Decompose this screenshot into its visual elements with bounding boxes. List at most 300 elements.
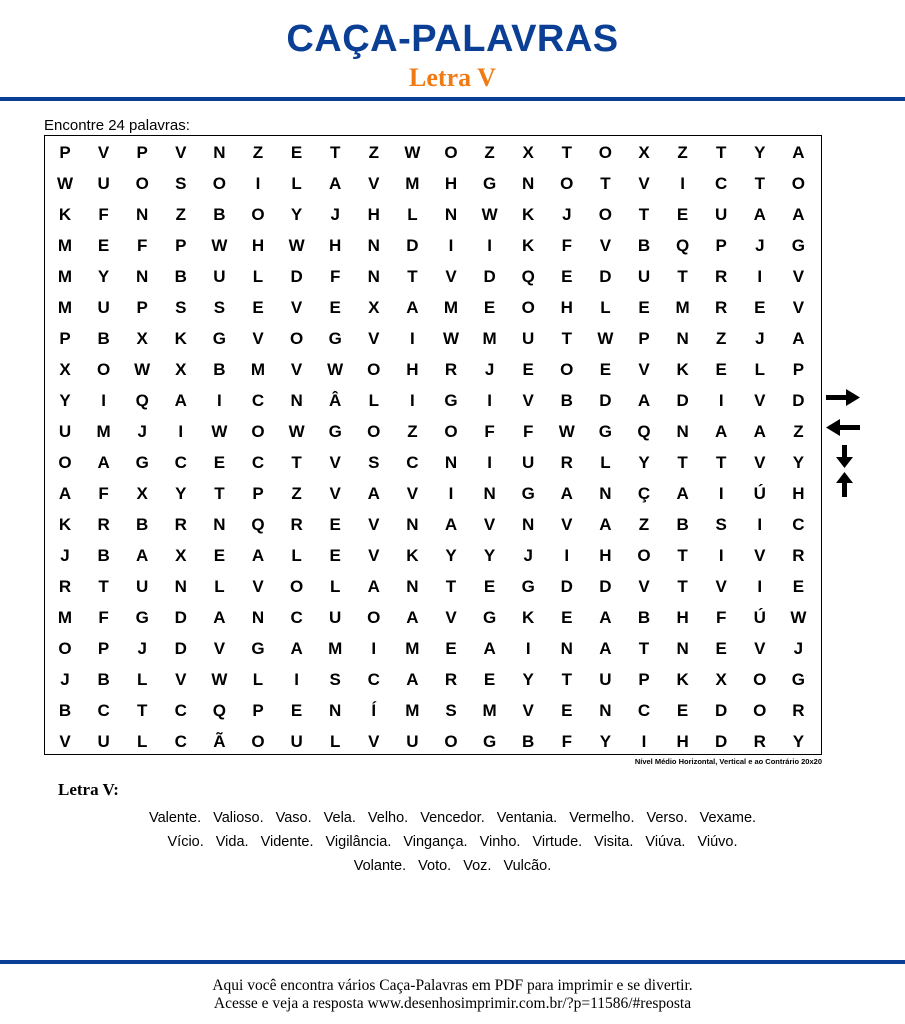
grid-letter: Z [175, 205, 186, 224]
grid-letter: V [638, 174, 650, 193]
grid-letter: U [329, 608, 342, 627]
grid-letter: W [442, 329, 460, 348]
grid-letter: A [483, 639, 496, 658]
grid-letter: V [290, 298, 303, 317]
grid-letter: V [445, 267, 457, 286]
grid-letter: P [792, 360, 805, 379]
grid-letter: V [368, 546, 380, 565]
grid-letter: E [715, 360, 727, 379]
word-item: Velho. [367, 810, 409, 826]
grid-letter: T [214, 484, 225, 503]
grid-letter: O [58, 453, 72, 472]
grid-letter: T [638, 639, 650, 658]
word-item: Vício. [167, 834, 204, 850]
word-item: Vermelho. [569, 810, 635, 826]
grid-letter: X [175, 546, 187, 565]
grid-letter: X [136, 329, 148, 348]
footer-line-1: Aqui você encontra vários Caça-Palavras em PDF para imprimir e se divertir. [212, 977, 693, 994]
grid-letter: I [487, 453, 492, 472]
grid-letter: N [136, 205, 149, 224]
word-item: Viúvo. [697, 834, 738, 850]
grid-letter: E [483, 298, 496, 317]
grid-letter: V [792, 267, 805, 286]
grid-letter: D [715, 732, 728, 751]
grid-letter: V [175, 143, 187, 162]
grid-letter: V [368, 515, 380, 534]
grid-letter: A [560, 484, 573, 503]
grid-letter: P [715, 236, 727, 255]
grid-letter: H [406, 360, 419, 379]
grid-letter: X [59, 360, 71, 379]
grid-letter: E [676, 701, 689, 720]
grid-letter: E [483, 577, 496, 596]
grid-letter: S [175, 174, 187, 193]
grid-letter: W [56, 174, 74, 193]
grid-letter: T [600, 174, 611, 193]
grid-letter: W [211, 236, 228, 255]
grid-letter: Z [252, 143, 264, 162]
grid-letter: K [676, 360, 689, 379]
grid-letter: V [290, 360, 303, 379]
grid-letter: B [560, 391, 573, 410]
grid-letter: L [600, 298, 611, 317]
grid-letter: A [792, 329, 805, 348]
grid-letter: K [676, 670, 689, 689]
word-list-title: Letra V: [58, 780, 119, 799]
grid-letter: W [597, 329, 614, 348]
grid-letter: O [560, 174, 574, 193]
grid-letter: K [174, 329, 187, 348]
grid-letter: T [561, 670, 572, 689]
grid-letter: W [288, 236, 305, 255]
grid-letter: Z [407, 422, 418, 441]
grid-letter: C [367, 670, 380, 689]
grid-letter: D [406, 236, 419, 255]
grid-letter: G [135, 608, 149, 627]
grid-letter: Q [212, 701, 226, 720]
grid-letter: T [98, 577, 109, 596]
grid-letter: U [58, 422, 72, 441]
grid-letter: N [367, 236, 380, 255]
grid-letter: N [251, 608, 265, 627]
grid-letter: J [755, 329, 765, 348]
grid-letter: V [561, 515, 573, 534]
arrow-down-icon [836, 445, 853, 468]
grid-letter: L [136, 732, 148, 751]
word-item: Vigilância. [325, 834, 392, 850]
word-item: Vinho. [479, 834, 521, 850]
grid-letter: I [410, 391, 415, 410]
grid-letter: C [406, 453, 419, 472]
grid-letter: E [290, 701, 303, 720]
grid-letter: P [252, 484, 264, 503]
grid-letter: O [598, 205, 612, 224]
puzzle-instruction: Encontre 24 palavras: [44, 117, 190, 134]
grid-letter: U [715, 205, 728, 224]
grid-letter: I [178, 422, 184, 441]
grid-letter: M [405, 639, 420, 658]
grid-letter: Â [329, 391, 342, 410]
grid-letter: O [58, 639, 72, 658]
top-divider [0, 97, 905, 101]
grid-letter: P [638, 329, 650, 348]
grid-letter: Ã [213, 732, 226, 751]
grid-letter: A [406, 298, 419, 317]
grid-letter: T [561, 329, 572, 348]
grid-letter: Y [638, 453, 650, 472]
grid-letter: J [137, 422, 147, 441]
grid-letter: X [715, 670, 727, 689]
word-item: Vaso. [275, 810, 312, 826]
word-list-line-3 [40, 856, 865, 876]
grid-letter: O [367, 608, 381, 627]
grid-letter: C [174, 453, 187, 472]
grid-letter: T [677, 453, 688, 472]
grid-letter: Y [599, 732, 612, 751]
grid-letter: S [175, 298, 187, 317]
grid-letter: B [213, 205, 226, 224]
grid-letter: Q [675, 236, 690, 255]
page-subtitle: Letra V [409, 63, 496, 92]
grid-letter: N [483, 484, 496, 503]
grid-letter: W [404, 143, 421, 162]
grid-letter: U [599, 670, 612, 689]
grid-letter: C [97, 701, 110, 720]
word-item: Vingança. [403, 834, 468, 850]
grid-letter: F [561, 732, 572, 751]
grid-letter: N [329, 701, 342, 720]
grid-letter: E [561, 608, 573, 627]
grid-letter: I [718, 546, 724, 565]
grid-letter: B [522, 732, 535, 751]
grid-letter: Y [522, 670, 534, 689]
arrow-left-icon [826, 419, 860, 436]
grid-letter: L [291, 546, 302, 565]
grid-letter: J [60, 546, 70, 565]
grid-letter: C [251, 391, 265, 410]
grid-letter: I [487, 236, 492, 255]
grid-letter: V [368, 174, 380, 193]
grid-letter: I [217, 391, 222, 410]
word-item: Volante. [353, 858, 407, 874]
grid-letter: A [329, 174, 342, 193]
grid-letter: R [792, 701, 805, 720]
grid-letter: N [444, 205, 458, 224]
grid-letter: W [558, 422, 575, 441]
grid-letter: I [757, 267, 763, 286]
grid-letter: X [522, 143, 534, 162]
grid-letter: I [680, 174, 685, 193]
grid-letter: D [599, 577, 612, 596]
grid-letter: Z [484, 143, 495, 162]
grid-letter: A [406, 608, 419, 627]
grid-letter: D [599, 267, 612, 286]
grid-letter: L [136, 670, 148, 689]
grid-letter: A [753, 205, 766, 224]
grid-letter: E [522, 360, 534, 379]
word-item: Valioso. [213, 810, 264, 826]
grid-letter: T [407, 267, 418, 286]
grid-letter: X [638, 143, 650, 162]
grid-letter: O [444, 143, 458, 162]
grid-letter: B [174, 267, 187, 286]
grid-letter: B [637, 236, 651, 255]
grid-letter: O [637, 546, 651, 565]
grid-letter: B [136, 515, 149, 534]
grid-letter: O [251, 422, 265, 441]
grid-letter: D [290, 267, 303, 286]
grid-letter: B [676, 515, 689, 534]
grid-letter: J [793, 639, 804, 658]
word-list-line-1 [40, 808, 865, 828]
grid-letter: R [444, 670, 458, 689]
grid-letter: E [329, 515, 341, 534]
grid-letter: P [136, 298, 148, 317]
grid-letter: M [405, 174, 420, 193]
word-item: Ventania. [496, 810, 558, 826]
grid-letter: V [754, 639, 766, 658]
grid-letter: V [522, 391, 534, 410]
grid-letter: V [213, 639, 226, 658]
grid-letter: Z [368, 143, 379, 162]
grid-letter: N [406, 515, 419, 534]
direction-arrows [826, 388, 862, 500]
grid-letter: S [445, 701, 457, 720]
grid-letter: E [329, 546, 341, 565]
grid-letter: O [598, 143, 612, 162]
grid-letter: N [290, 391, 303, 410]
grid-letter: R [560, 453, 573, 472]
grid-letter: U [97, 732, 110, 751]
grid-letter: F [329, 267, 341, 286]
grid-letter: G [482, 608, 497, 627]
word-list-line-2 [40, 832, 865, 852]
grid-letter: O [212, 174, 226, 193]
grid-letter: G [482, 732, 497, 751]
grid-letter: T [715, 143, 727, 162]
grid-letter: L [329, 577, 341, 596]
grid-letter: Y [754, 143, 766, 162]
grid-letter: I [487, 391, 492, 410]
grid-letter: T [677, 577, 688, 596]
grid-letter: F [484, 422, 495, 441]
word-item: Voto. [418, 858, 452, 874]
grid-letter: F [98, 205, 109, 224]
word-item: Vida. [215, 834, 249, 850]
grid-letter: E [329, 298, 341, 317]
grid-letter: O [367, 360, 381, 379]
arrow-up-icon [836, 472, 853, 497]
grid-letter: M [96, 422, 111, 441]
word-item: Verso. [646, 810, 688, 826]
grid-letter: R [444, 360, 458, 379]
grid-letter: K [522, 205, 535, 224]
grid-letter: Y [290, 205, 303, 224]
grid-letter: C [792, 515, 805, 534]
grid-letter: K [522, 236, 535, 255]
grid-letter: N [676, 329, 689, 348]
grid-letter: O [753, 670, 767, 689]
grid-letter: N [599, 484, 612, 503]
grid-letter: I [718, 484, 724, 503]
grid-letter: U [522, 329, 535, 348]
grid-letter: L [252, 267, 264, 286]
grid-letter: C [637, 701, 651, 720]
grid-letter: M [57, 267, 73, 286]
grid-letter: Í [371, 701, 377, 720]
grid-letter: E [792, 577, 805, 596]
grid-letter: H [251, 236, 265, 255]
grid-letter: E [638, 298, 650, 317]
grid-letter: O [251, 732, 265, 751]
grid-letter: O [560, 360, 574, 379]
grid-letter: Ç [637, 484, 651, 503]
grid-letter: V [483, 515, 496, 534]
grid-letter: A [136, 546, 149, 565]
grid-letter: T [329, 143, 341, 162]
grid-letter: U [290, 732, 303, 751]
grid-letter: G [521, 484, 535, 503]
grid-letter: V [368, 329, 380, 348]
grid-letter: O [367, 422, 381, 441]
grid-letter: N [406, 577, 419, 596]
grid-letter: V [754, 391, 766, 410]
grid-letter: L [754, 360, 765, 379]
grid-letter: U [97, 174, 110, 193]
grid-letter: Z [291, 484, 302, 503]
grid-letter: V [59, 732, 71, 751]
grid-letter: L [407, 205, 418, 224]
grid-letter: L [291, 174, 302, 193]
grid-letter: Y [97, 267, 110, 286]
grid-letter: H [676, 608, 689, 627]
grid-letter: V [329, 484, 341, 503]
grid-letter: A [676, 484, 689, 503]
grid-letter: N [136, 267, 149, 286]
grid-letter: A [251, 546, 265, 565]
grid-letter: R [58, 577, 72, 596]
grid-letter: T [136, 701, 148, 720]
grid-letter: N [367, 267, 380, 286]
grid-letter: B [213, 360, 226, 379]
grid-letter: Q [521, 267, 535, 286]
grid-letter: S [368, 453, 380, 472]
grid-letter: E [213, 453, 226, 472]
grid-letter: R [792, 546, 805, 565]
grid-letter: P [252, 701, 264, 720]
grid-letter: A [367, 484, 380, 503]
grid-letter: Z [638, 515, 650, 534]
grid-letter: Y [445, 546, 457, 565]
grid-letter: K [58, 515, 72, 534]
grid-letter: I [410, 329, 415, 348]
grid-letter: T [754, 174, 765, 193]
grid-letter: I [564, 546, 570, 565]
grid-letter: C [290, 608, 303, 627]
grid-letter: V [599, 236, 612, 255]
grid-letter: A [599, 608, 612, 627]
grid-letter: V [97, 143, 110, 162]
grid-letter: G [444, 391, 458, 410]
grid-letter: V [754, 453, 766, 472]
grid-letter: R [174, 515, 187, 534]
grid-letter: E [561, 267, 573, 286]
grid-letter: V [252, 577, 264, 596]
grid-letter: M [57, 236, 73, 255]
grid-letter: H [560, 298, 573, 317]
grid-letter: K [406, 546, 419, 565]
grid-letter: M [443, 298, 459, 317]
grid-letter: O [521, 298, 535, 317]
grid-letter: E [213, 546, 226, 565]
word-item: Viúva. [645, 834, 686, 850]
grid-letter: P [136, 143, 148, 162]
grid-letter: W [481, 205, 498, 224]
grid-letter: H [367, 205, 380, 224]
page-title: CAÇA-PALAVRAS [286, 18, 619, 60]
grid-letter: V [406, 484, 419, 503]
grid-letter: A [290, 639, 303, 658]
grid-letter: V [638, 577, 650, 596]
grid-letter: I [448, 484, 454, 503]
grid-letter: Y [59, 391, 71, 410]
grid-letter: F [522, 422, 534, 441]
grid-letter: O [791, 174, 805, 193]
grid-letter: J [330, 205, 340, 224]
grid-letter: A [599, 515, 612, 534]
grid-letter: A [753, 422, 766, 441]
grid-letter: U [406, 732, 419, 751]
grid-letter: H [599, 546, 612, 565]
grid-letter: V [252, 329, 264, 348]
grid-letter: N [522, 174, 535, 193]
grid-letter: S [213, 298, 226, 317]
grid-letter: D [560, 577, 573, 596]
grid-letter: L [252, 670, 264, 689]
grid-letter: J [60, 670, 70, 689]
word-item: Visita. [594, 834, 634, 850]
grid-letter: F [98, 608, 109, 627]
grid-letter: M [482, 329, 497, 348]
grid-letter: H [329, 236, 342, 255]
grid-letter: L [600, 453, 611, 472]
word-search-grid [44, 135, 822, 755]
grid-letter: N [676, 639, 689, 658]
grid-letter: T [677, 267, 688, 286]
grid-letter: T [638, 205, 650, 224]
word-item: Vexame. [699, 810, 757, 826]
grid-letter: G [791, 670, 805, 689]
grid-letter: A [715, 422, 728, 441]
grid-letter: P [97, 639, 110, 658]
grid-letter: D [792, 391, 805, 410]
grid-letter: F [715, 608, 727, 627]
grid-letter: E [445, 639, 457, 658]
grid-letter: V [329, 453, 341, 472]
grid-letter: U [136, 577, 149, 596]
grid-letter: I [525, 639, 531, 658]
grid-letter: O [444, 732, 458, 751]
grid-letter: T [715, 453, 727, 472]
grid-letter: C [174, 732, 187, 751]
grid-letter: D [676, 391, 689, 410]
grid-letter: G [791, 236, 805, 255]
grid-letter: U [637, 267, 651, 286]
grid-letter: G [521, 577, 535, 596]
grid-letter: A [444, 515, 458, 534]
grid-letter: K [522, 608, 535, 627]
grid-letter: P [59, 329, 71, 348]
